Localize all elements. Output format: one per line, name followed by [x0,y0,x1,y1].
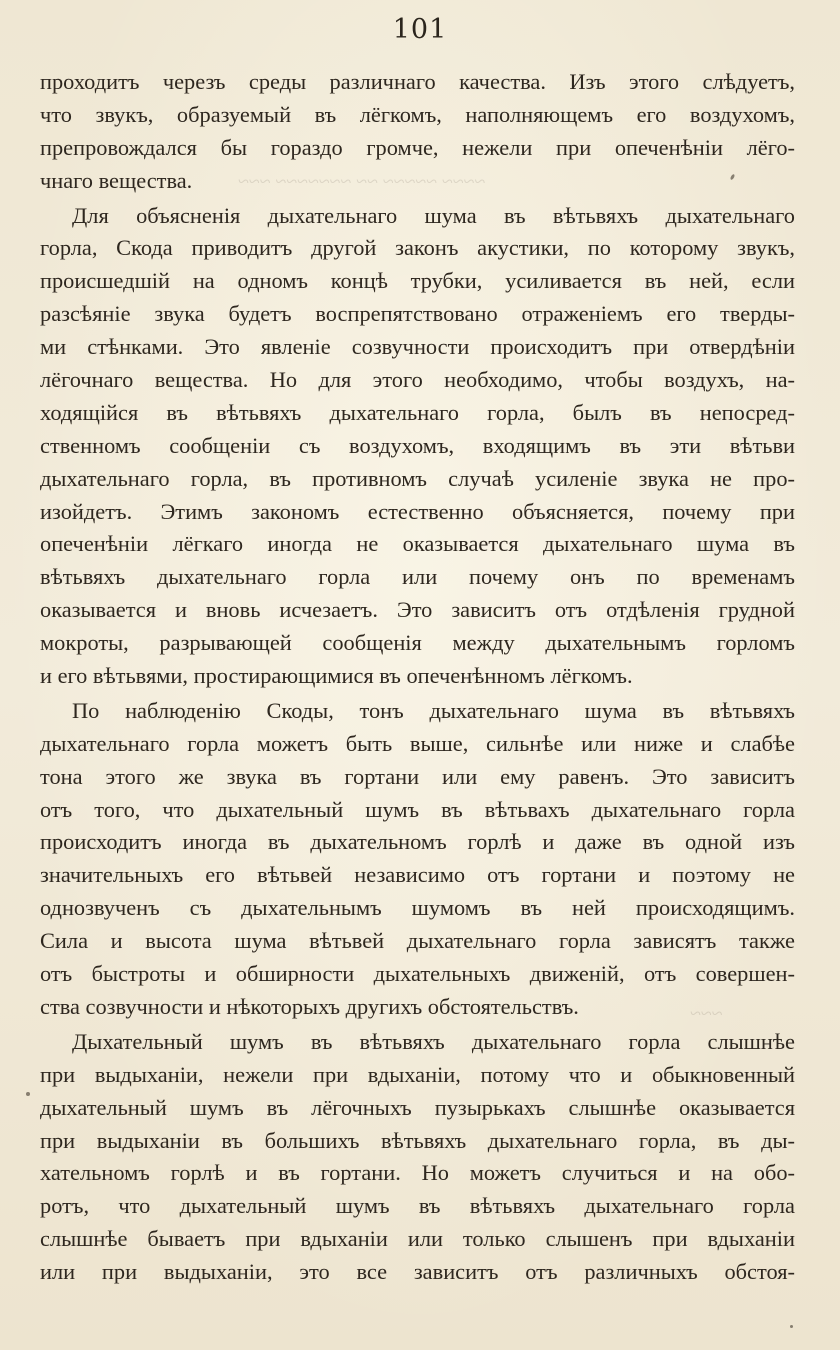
text-line: происшедшій на одномъ концѣ трубки, усиливается въ ней, если [40,268,795,294]
text-line: Сила и высота шума вѣтьвей дыхательнаго горла зависятъ также [40,928,795,954]
text-line: дыхательнаго горла, въ противномъ случаѣ усиленіе звука не про- [40,465,795,491]
text-line: при выдыханіи, нежели при вдыханіи, потому что и обыкновенный [40,1061,795,1087]
text-line: ротъ, что дыхательный шумъ въ вѣтьвяхъ дыхательнаго горла [40,1193,795,1219]
text-line: разсѣяніе звука будетъ воспрепятствовано отраженіемъ его тверды- [40,301,795,327]
text-line: значительныхъ его вѣтьвей независимо отъ гортани и поэтому не [40,862,795,888]
paragraph [40,1026,795,1289]
text-line: и его вѣтьвями, простирающимися въ опеченѣнномъ лёгкомъ. [40,663,633,689]
text-line: препровождался бы гораздо громче, нежели при опеченѣніи лёго- [40,134,795,160]
text-line: проходитъ черезъ среды различнаго качества. Изъ этого слѣдуетъ, [40,69,795,94]
text-line: хательномъ горлѣ и въ гортани. Но можетъ случиться и на обо- [40,1160,795,1186]
text-line: Для объясненія дыхательнаго шума въ вѣтьвяхъ дыхательнаго [72,202,795,228]
text-line: ства созвучности и нѣкоторыхъ другихъ обстоятельствъ. [40,993,579,1019]
text-line: дыхательнаго горла можетъ быть выше, сильнѣе или ниже и слабѣе [40,730,795,756]
text-line: оказывается и вновь исчезаетъ. Это зависитъ отъ отдѣленія грудной [40,597,795,623]
text-line: ственномъ сообщеніи съ воздухомъ, входящимъ въ эти вѣтьви [40,432,795,458]
text-line: дыхательный шумъ въ лёгочныхъ пузырькахъ слышнѣе оказывается [40,1094,795,1120]
text-line: горла, Скода приводитъ другой законъ акустики, по которому звукъ, [40,235,795,261]
text-line: опеченѣніи лёгкаго иногда не оказывается дыхательнаго шума въ [40,531,795,557]
paragraph [40,695,795,1024]
text-line: ми стѣнками. Это явленіе созвучности происходитъ при отвердѣніи [40,334,795,360]
text-line: однозвученъ съ дыхательнымъ шумомъ въ ней происходящимъ. [40,895,795,921]
text-line: изойдетъ. Этимъ закономъ естественно объясняется, почему при [40,498,795,524]
text-line: вѣтьвяхъ дыхательнаго горла или почему онъ по временамъ [40,564,795,590]
text-line: По наблюденію Скоды, тонъ дыхательнаго шума въ вѣтьвяхъ [72,697,795,723]
page-number: 101 [392,14,448,45]
text-line: чнаго вещества. [40,167,193,193]
text-line: что звукъ, образуемый въ лёгкомъ, наполняющемъ его воздухомъ, [40,101,795,127]
show-through-decoration: ~~~~ ~~~~~ ~~ ~~~~~~~ ~~~ [238,171,486,193]
text-line: лёгочнаго вещества. Но для этого необходимо, чтобы воздухъ, на- [40,367,795,393]
paragraph [40,66,795,198]
text-line: слышнѣе бываетъ при вдыханіи или только слышенъ при вдыханіи [40,1226,795,1252]
text-line: при выдыханіи въ большихъ вѣтьвяхъ дыхательнаго горла, въ ды- [40,1127,795,1153]
ink-speck [26,1092,30,1096]
text-line: ходящійся въ вѣтьвяхъ дыхательнаго горла, былъ въ непосред- [40,399,795,425]
ink-speck [790,1325,793,1328]
text-line: мокроты, разрывающей сообщенія между дыхательнымъ горломъ [40,630,795,656]
show-through-decoration: ~~~ [690,1003,723,1025]
text-line: тона этого же звука въ гортани или ему равенъ. Это зависитъ [40,763,795,789]
paragraph [40,200,795,693]
text-line: происходитъ иногда въ дыхательномъ горлѣ и даже въ одной изъ [40,829,795,855]
text-line: Дыхательный шумъ въ вѣтьвяхъ дыхательнаго горла слышнѣе [72,1028,795,1054]
text-line: отъ того, что дыхательный шумъ въ вѣтьвахъ дыхательнаго горла [40,796,795,822]
text-line: отъ быстроты и обширности дыхательныхъ движеній, отъ совершен- [40,961,795,987]
body-text [40,66,795,1289]
text-line: или при выдыханіи, это все зависитъ отъ различныхъ обстоя- [40,1259,795,1285]
